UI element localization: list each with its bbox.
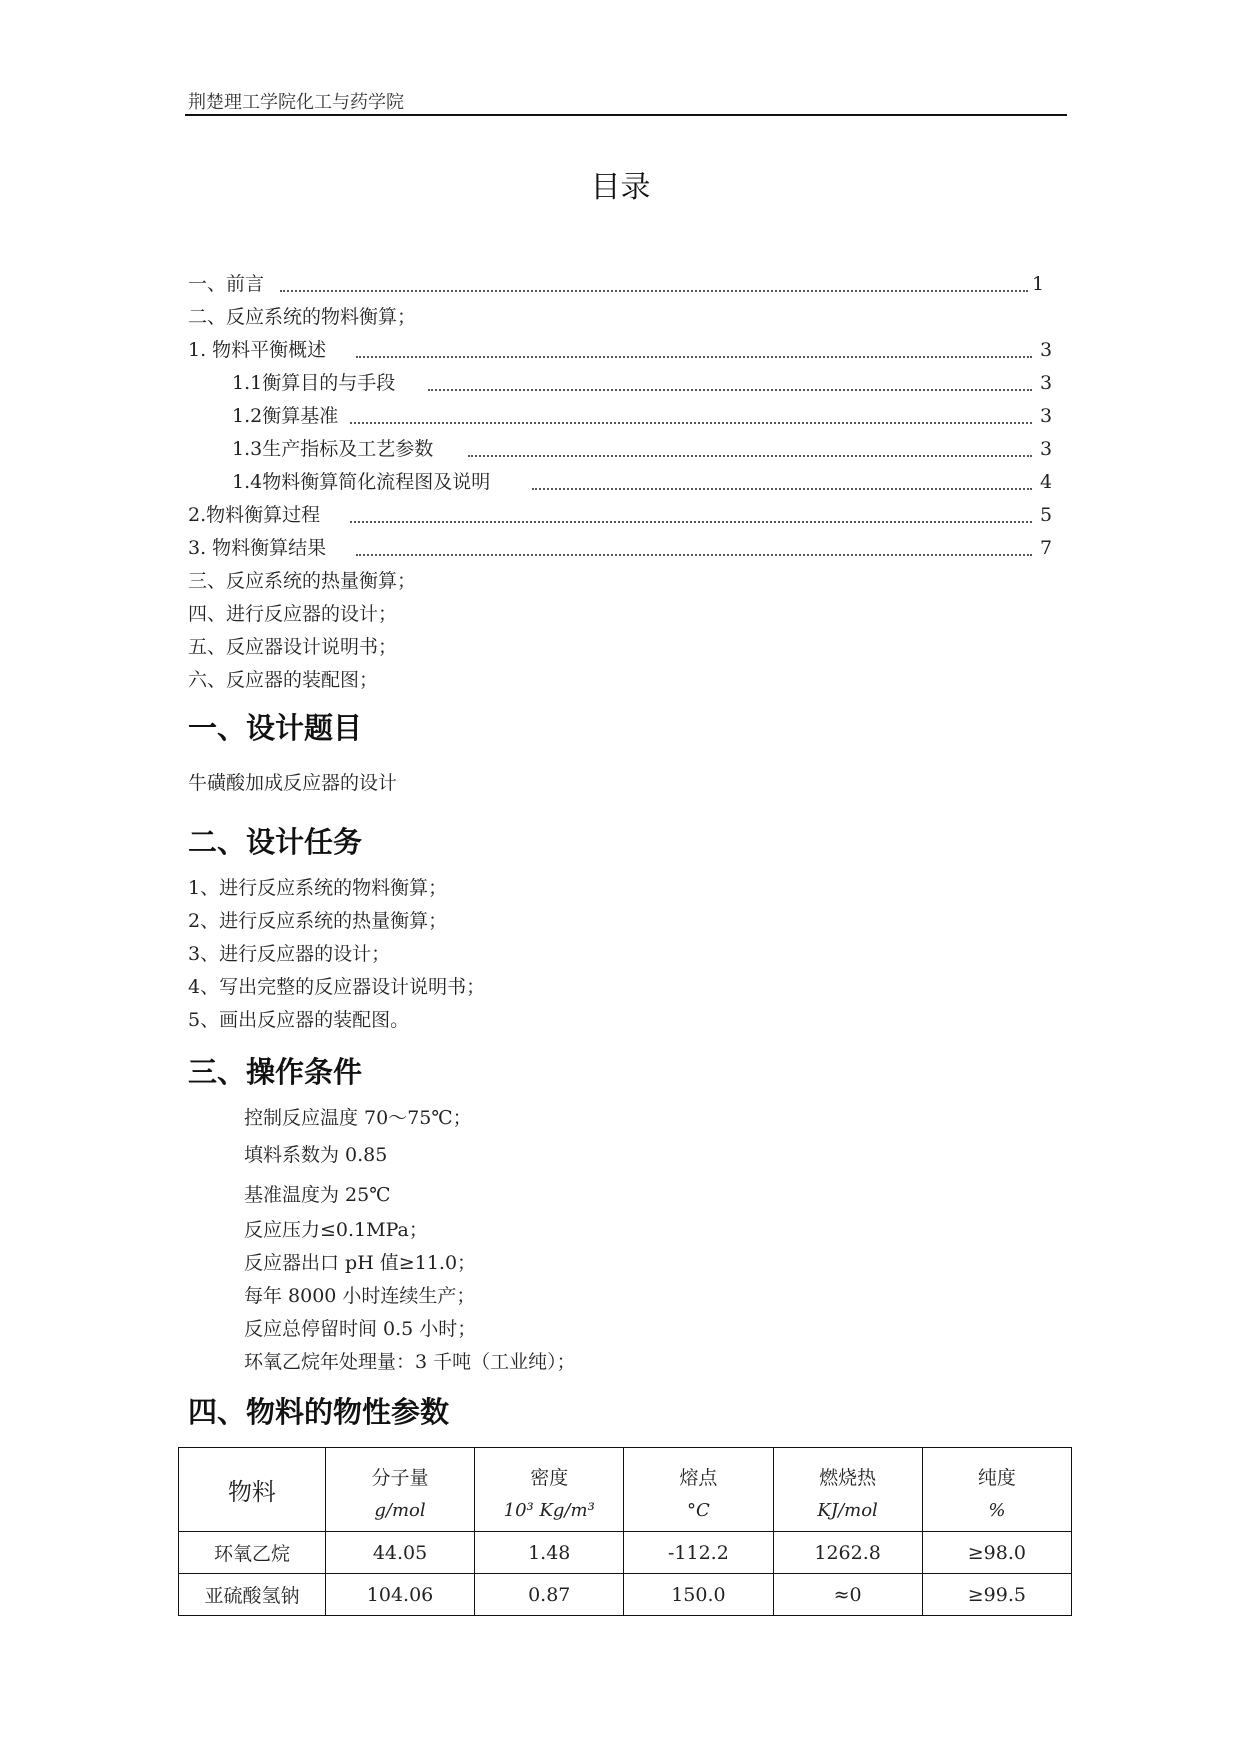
table-cell: 44.05 bbox=[325, 1532, 474, 1574]
toc-leader bbox=[356, 356, 1032, 358]
toc-page-number: 3 bbox=[1040, 438, 1053, 460]
header-unit: g/mol bbox=[374, 1499, 426, 1521]
table-row bbox=[179, 1574, 1072, 1616]
toc-entry[interactable] bbox=[0, 334, 1241, 367]
header-unit: 10³ Kg/m³ bbox=[503, 1499, 595, 1521]
table-cell: ≈0 bbox=[773, 1574, 922, 1616]
toc-page-number: 3 bbox=[1040, 339, 1053, 361]
table-cell: 亚硫酸氢钠 bbox=[179, 1574, 326, 1616]
header-cell-combustion-heat bbox=[773, 1448, 922, 1532]
condition-item: 反应总停留时间 0.5 小时； bbox=[244, 1318, 477, 1340]
toc-page-number: 3 bbox=[1040, 372, 1053, 394]
task-item: 3、进行反应器的设计； bbox=[188, 943, 391, 965]
header-cell-melting-point bbox=[624, 1448, 773, 1532]
toc-page-number: 1 bbox=[1032, 273, 1045, 295]
condition-item: 控制反应温度 70～75℃； bbox=[244, 1107, 472, 1129]
table-cell: -112.2 bbox=[624, 1532, 773, 1574]
header-unit: °C bbox=[687, 1499, 710, 1521]
toc-entry[interactable] bbox=[0, 367, 1241, 400]
toc-leader bbox=[350, 422, 1032, 424]
section-heading-design-tasks: 二、设计任务 bbox=[188, 825, 363, 859]
condition-item: 反应器出口 pH 值≥11.0； bbox=[244, 1252, 477, 1274]
header-cell-molecular-weight bbox=[325, 1448, 474, 1532]
task-item: 5、画出反应器的装配图。 bbox=[188, 1009, 410, 1031]
document-title: 目录 bbox=[590, 170, 651, 205]
toc-label: 四、进行反应器的设计； bbox=[188, 598, 401, 631]
toc-label: 1.4物料衡算简化流程图及说明 bbox=[232, 466, 494, 499]
condition-item: 基准温度为 25℃ bbox=[244, 1184, 391, 1206]
toc-label: 3. 物料衡算结果 bbox=[188, 532, 330, 565]
toc-entry[interactable] bbox=[0, 466, 1241, 499]
toc-label: 五、反应器设计说明书； bbox=[188, 631, 401, 664]
header-unit: KJ/mol bbox=[817, 1499, 878, 1521]
condition-item: 反应压力≤0.1MPa； bbox=[244, 1219, 428, 1241]
page-header: 荆楚理工学院化工与药学院 bbox=[188, 92, 404, 113]
toc-entry[interactable] bbox=[0, 433, 1241, 466]
task-item: 1、进行反应系统的物料衡算； bbox=[188, 877, 448, 899]
condition-item: 填料系数为 0.85 bbox=[244, 1144, 388, 1166]
table-header-row bbox=[179, 1448, 1072, 1532]
toc-entry[interactable] bbox=[0, 565, 1241, 598]
table-cell: ≥98.0 bbox=[922, 1532, 1071, 1574]
toc-label: 六、反应器的装配图； bbox=[188, 664, 382, 697]
header-label: 分子量 bbox=[371, 1466, 429, 1489]
section-heading-material-properties: 四、物料的物性参数 bbox=[188, 1395, 450, 1429]
toc-page-number: 4 bbox=[1040, 471, 1053, 493]
toc-entry[interactable] bbox=[0, 499, 1241, 532]
table-cell: ≥99.5 bbox=[922, 1574, 1071, 1616]
header-rule bbox=[185, 114, 1067, 116]
toc-leader bbox=[350, 521, 1032, 523]
header-label: 密度 bbox=[530, 1466, 569, 1489]
table-cell: 150.0 bbox=[624, 1574, 773, 1616]
toc-leader bbox=[356, 554, 1032, 556]
section-heading-operating-conditions: 三、操作条件 bbox=[188, 1055, 363, 1089]
toc-entry[interactable] bbox=[0, 631, 1241, 664]
toc-entry[interactable] bbox=[0, 664, 1241, 697]
header-cell-material: 物料 bbox=[179, 1448, 326, 1532]
toc-label: 1. 物料平衡概述 bbox=[188, 334, 330, 367]
header-label: 熔点 bbox=[679, 1466, 718, 1489]
table-cell: 1.48 bbox=[475, 1532, 624, 1574]
toc-label: 1.1衡算目的与手段 bbox=[232, 367, 399, 400]
condition-item: 环氧乙烷年处理量：3 千吨（工业纯）； bbox=[244, 1351, 576, 1373]
toc-leader bbox=[280, 290, 1028, 292]
design-topic-text: 牛磺酸加成反应器的设计 bbox=[188, 772, 398, 794]
table-cell: 1262.8 bbox=[773, 1532, 922, 1574]
toc-page-number: 7 bbox=[1040, 537, 1053, 559]
toc-leader bbox=[532, 488, 1032, 490]
table-cell: 104.06 bbox=[325, 1574, 474, 1616]
toc-label: 1.3生产指标及工艺参数 bbox=[232, 433, 437, 466]
header-unit: % bbox=[988, 1499, 1006, 1521]
toc-leader bbox=[428, 389, 1032, 391]
material-properties-table bbox=[178, 1447, 1072, 1616]
toc-label: 1.2衡算基准 bbox=[232, 400, 342, 433]
toc-entry[interactable] bbox=[0, 268, 1241, 301]
toc-page-number: 5 bbox=[1040, 504, 1053, 526]
toc-entry[interactable] bbox=[0, 400, 1241, 433]
table-cell: 环氧乙烷 bbox=[179, 1532, 326, 1574]
header-cell-purity bbox=[922, 1448, 1071, 1532]
task-item: 4、写出完整的反应器设计说明书； bbox=[188, 976, 486, 998]
task-item: 2、进行反应系统的热量衡算； bbox=[188, 910, 448, 932]
header-label: 纯度 bbox=[977, 1466, 1016, 1489]
toc-leader bbox=[468, 455, 1032, 457]
toc-label: 二、反应系统的物料衡算； bbox=[188, 301, 420, 334]
condition-item: 每年 8000 小时连续生产； bbox=[244, 1285, 476, 1307]
header-cell-density bbox=[475, 1448, 624, 1532]
toc-page-number: 3 bbox=[1040, 405, 1053, 427]
toc-entry[interactable] bbox=[0, 598, 1241, 631]
table-cell: 0.87 bbox=[475, 1574, 624, 1616]
toc-label: 一、前言 bbox=[188, 268, 268, 301]
header-label: 燃烧热 bbox=[819, 1466, 877, 1489]
toc-label: 2.物料衡算过程 bbox=[188, 499, 324, 532]
toc-entry[interactable] bbox=[0, 532, 1241, 565]
table-row bbox=[179, 1532, 1072, 1574]
toc-entry[interactable] bbox=[0, 301, 1241, 334]
section-heading-design-topic: 一、设计题目 bbox=[188, 711, 363, 745]
toc-label: 三、反应系统的热量衡算； bbox=[188, 565, 420, 598]
